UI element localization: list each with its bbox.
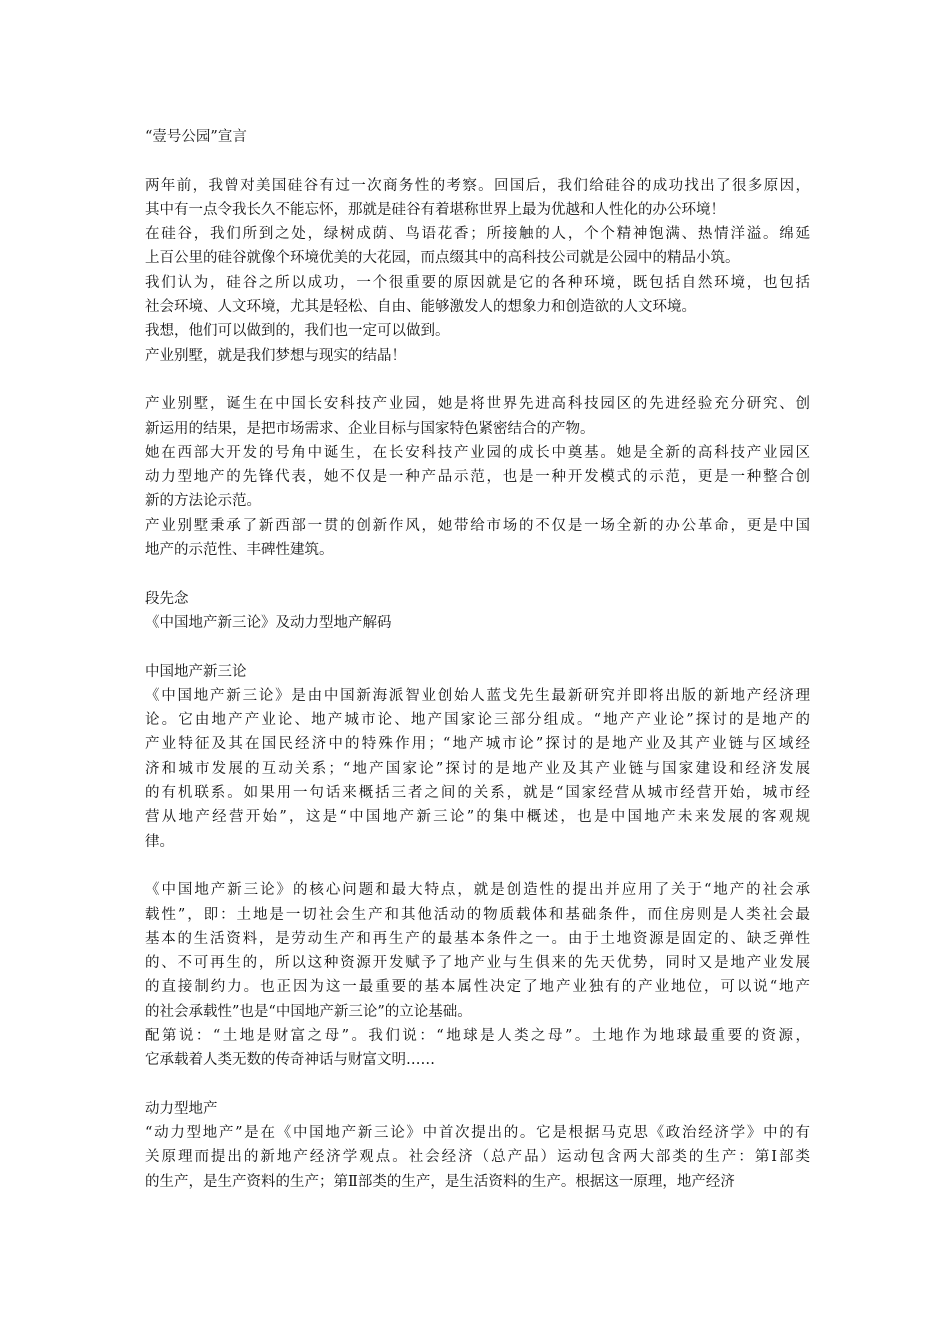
text-line: 济和城市发展的互动关系；“地产国家论”探讨的是地产业及其产业链与国家建设和经济发展 bbox=[145, 760, 810, 777]
paragraph bbox=[145, 514, 810, 563]
paragraph bbox=[145, 271, 810, 320]
text-line: 产业别墅，就是我们梦想与现实的结晶！ bbox=[145, 347, 406, 364]
paragraph bbox=[145, 222, 810, 271]
paragraph bbox=[145, 392, 810, 441]
paragraph-gap bbox=[145, 635, 810, 659]
paragraph-gap bbox=[145, 562, 810, 586]
paragraph bbox=[145, 611, 810, 635]
document-title: “壹号公园”宣言 bbox=[145, 129, 247, 145]
text-line: 配第说：“土地是财富之母”。我们说：“地球是人类之母”。土地作为地球最重要的资源， bbox=[145, 1027, 810, 1044]
text-line: 社会环境、人文环境，尤其是轻松、自由、能够激发人的想象力和创造欲的人文环境。 bbox=[145, 299, 696, 316]
paragraph bbox=[145, 1121, 810, 1194]
paragraph bbox=[145, 587, 810, 611]
text-line: 我想，他们可以做到的，我们也一定可以做到。 bbox=[145, 323, 450, 340]
paragraph bbox=[145, 1024, 810, 1073]
paragraph bbox=[145, 878, 810, 1024]
text-line: 律。 bbox=[145, 833, 174, 850]
paragraph-gap bbox=[145, 149, 810, 173]
paragraph bbox=[145, 344, 810, 368]
text-line: 产业别墅秉承了新西部一贯的创新作风，她带给市场的不仅是一场全新的办公革命，更是中国 bbox=[145, 517, 810, 534]
text-line: 在硅谷，我们所到之处，绿树成荫、鸟语花香；所接触的人，个个精神饱满、热情洋溢。绵延 bbox=[145, 226, 810, 243]
document-body bbox=[145, 149, 810, 1194]
paragraph bbox=[145, 684, 810, 854]
text-line: 她在西部大开发的号角中诞生，在长安科技产业园的成长中奠基。她是全新的高科技产业园区 bbox=[145, 444, 810, 461]
text-line: 中国地产新三论 bbox=[145, 663, 247, 680]
text-line: 载性”，即：土地是一切社会生产和其他活动的物质载体和基础条件，而住房则是人类社会最 bbox=[145, 906, 810, 923]
paragraph bbox=[145, 174, 810, 223]
text-line: 产业特征及其在国民经济中的特殊作用；“地产城市论”探讨的是地产业及其产业链与区域经 bbox=[145, 736, 810, 753]
paragraph-gap bbox=[145, 1073, 810, 1097]
text-line: 的社会承载性”也是“中国地产新三论”的立论基础。 bbox=[145, 1003, 472, 1020]
text-line: 动力型地产的先锋代表，她不仅是一种产品示范，也是一种开发模式的示范，更是一种整合创 bbox=[145, 469, 810, 486]
text-line: 产业别墅，诞生在中国长安科技产业园，她是将世界先进高科技园区的先进经验充分研究、创 bbox=[145, 396, 810, 413]
text-line: 我们认为，硅谷之所以成功，一个很重要的原因就是它的各种环境，既包括自然环境，也包括 bbox=[145, 274, 810, 291]
text-line: 两年前，我曾对美国硅谷有过一次商务性的考察。回国后，我们给硅谷的成功找出了很多原因， bbox=[145, 177, 810, 194]
text-line: 它承载着人类无数的传奇神话与财富文明…… bbox=[145, 1052, 435, 1069]
paragraph-gap bbox=[145, 368, 810, 392]
text-line: 动力型地产 bbox=[145, 1100, 218, 1117]
paragraph bbox=[145, 319, 810, 343]
text-line: 《中国地产新三论》及动力型地产解码 bbox=[145, 614, 392, 631]
text-line: 上百公里的硅谷就像个环境优美的大花园，而点缀其中的高科技公司就是公园中的精品小筑。 bbox=[145, 250, 740, 267]
text-line: 新的方法论示范。 bbox=[145, 493, 261, 510]
text-line: “动力型地产”是在《中国地产新三论》中首次提出的。它是根据马克思《政治经济学》中的有 bbox=[145, 1125, 810, 1142]
text-line: 的、不可再生的，所以这种资源开发赋予了地产业与生俱来的先天优势，同时又是地产业发展 bbox=[145, 955, 810, 972]
text-line: 的有机联系。如果用一句话来概括三者之间的关系，就是“国家经营从城市经营开始，城市经 bbox=[145, 785, 810, 802]
text-line: 段先念 bbox=[145, 590, 189, 607]
text-line: 的直接制约力。也正因为这一最重要的基本属性决定了地产业独有的产业地位，可以说“地产 bbox=[145, 979, 810, 996]
text-line: 论。它由地产产业论、地产城市论、地产国家论三部分组成。“地产产业论”探讨的是地产的 bbox=[145, 712, 810, 729]
text-line: 基本的生活资料，是劳动生产和再生产的最基本条件之一。由于土地资源是固定的、缺乏弹性 bbox=[145, 930, 810, 947]
text-line: 《中国地产新三论》是由中国新海派智业创始人蓝戈先生最新研究并即将出版的新地产经济理 bbox=[145, 687, 810, 704]
text-line: 地产的示范性、丰碑性建筑。 bbox=[145, 542, 334, 559]
text-line: 其中有一点令我长久不能忘怀，那就是硅谷有着堪称世界上最为优越和人性化的办公环境！ bbox=[145, 201, 725, 218]
text-line: 关原理而提出的新地产经济学观点。社会经济（总产品）运动包含两大部类的生产：第Ⅰ部类 bbox=[145, 1149, 810, 1166]
text-line: 新运用的结果，是把市场需求、企业目标与国家特色紧密结合的产物。 bbox=[145, 420, 595, 437]
paragraph bbox=[145, 1097, 810, 1121]
paragraph bbox=[145, 660, 810, 684]
paragraph-gap bbox=[145, 854, 810, 878]
paragraph bbox=[145, 441, 810, 514]
text-line: 的生产，是生产资料的生产；第Ⅱ部类的生产，是生活资料的生产。根据这一原理，地产经济 bbox=[145, 1173, 735, 1190]
text-line: 《中国地产新三论》的核心问题和最大特点，就是创造性的提出并应用了关于“地产的社会承 bbox=[145, 882, 810, 899]
text-line: 营从地产经营开始”，这是“中国地产新三论”的集中概述，也是中国地产未来发展的客观规 bbox=[145, 809, 810, 826]
document-page bbox=[145, 125, 810, 1194]
